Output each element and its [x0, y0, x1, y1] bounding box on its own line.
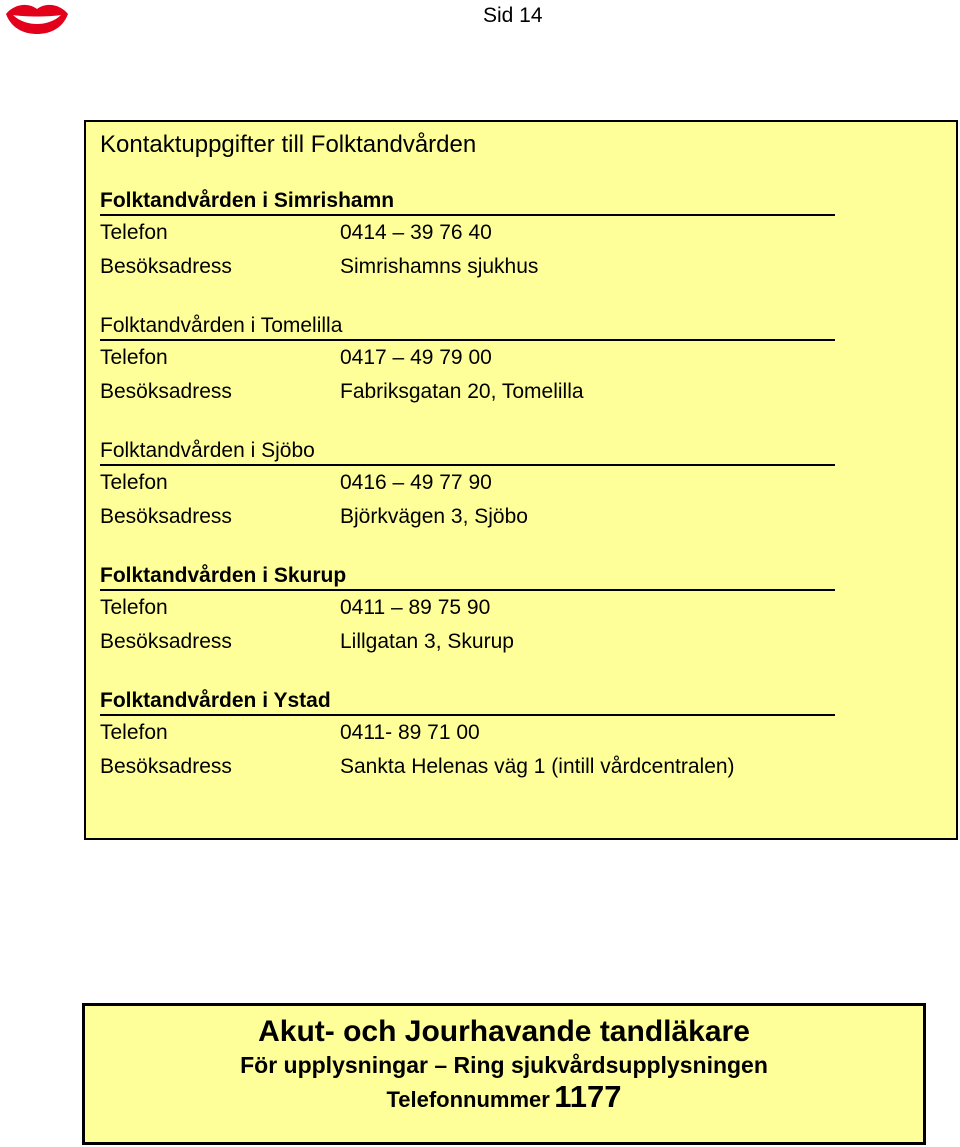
address-label: Besöksadress	[100, 380, 232, 403]
page-number: Sid 14	[483, 4, 543, 27]
emergency-subtitle: För upplysningar – Ring sjukvårdsupplysningen	[240, 1052, 768, 1078]
clinic-skurup	[100, 563, 835, 659]
emergency-phone	[85, 1079, 923, 1115]
clinic-name: Folktandvården i Tomelilla	[100, 314, 343, 337]
address-label: Besöksadress	[100, 255, 232, 278]
phone-value: 0417 – 49 79 00	[340, 346, 492, 369]
contact-title: Kontaktuppgifter till Folktandvården	[100, 131, 477, 158]
phone-label: Telefon	[100, 596, 168, 619]
address-value: Sankta Helenas väg 1 (intill vårdcentralen)	[340, 755, 735, 778]
contact-box	[84, 120, 958, 840]
clinic-name: Folktandvården i Skurup	[100, 564, 347, 587]
phone-value: 0416 – 49 77 90	[340, 471, 492, 494]
phone-value: 0411 – 89 75 90	[340, 596, 491, 619]
phone-label: Telefon	[100, 346, 168, 369]
phone-value: 0414 – 39 76 40	[340, 221, 492, 244]
emergency-box	[82, 1003, 926, 1145]
emergency-title: Akut- och Jourhavande tandläkare	[258, 1015, 750, 1048]
emergency-phone-number: 1177	[554, 1079, 622, 1114]
clinic-sjobo	[100, 438, 835, 534]
address-label: Besöksadress	[100, 505, 232, 528]
emergency-phone-label: Telefonnummer	[386, 1087, 550, 1112]
phone-label: Telefon	[100, 721, 168, 744]
phone-value: 0411- 89 71 00	[340, 721, 480, 744]
clinic-tomelilla	[100, 313, 835, 409]
clinic-name: Folktandvården i Ystad	[100, 689, 331, 712]
phone-label: Telefon	[100, 221, 168, 244]
address-value: Simrishamns sjukhus	[340, 255, 539, 278]
address-value: Lillgatan 3, Skurup	[340, 630, 514, 653]
address-value: Fabriksgatan 20, Tomelilla	[340, 380, 584, 403]
clinic-simrishamn	[100, 188, 835, 284]
clinic-name: Folktandvården i Sjöbo	[100, 439, 315, 462]
address-label: Besöksadress	[100, 630, 232, 653]
phone-label: Telefon	[100, 471, 168, 494]
clinic-ystad	[100, 688, 835, 784]
address-label: Besöksadress	[100, 755, 232, 778]
clinic-name: Folktandvården i Simrishamn	[100, 189, 395, 212]
address-value: Björkvägen 3, Sjöbo	[340, 505, 528, 528]
red-lips-icon	[4, 0, 70, 36]
